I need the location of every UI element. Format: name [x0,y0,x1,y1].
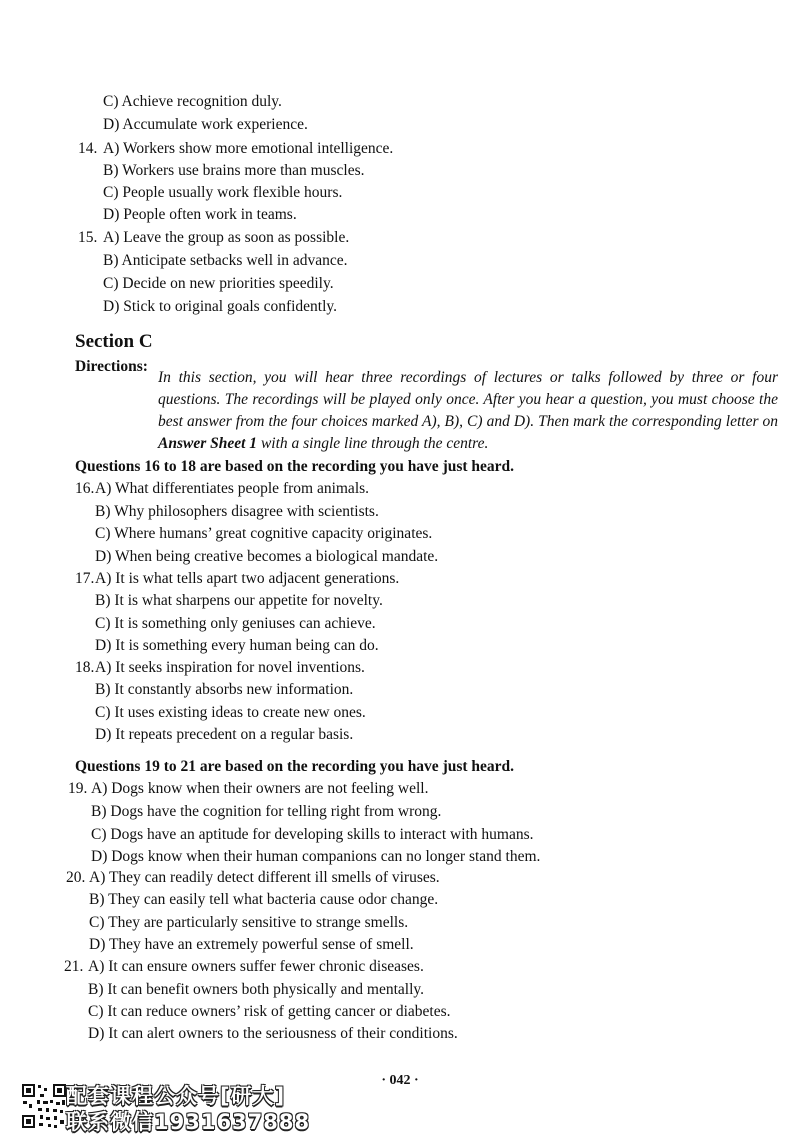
option-line: D) It is something every human being can do. [95,637,379,654]
option-line: C) Achieve recognition duly. [103,93,282,110]
option-line: B) Workers use brains more than muscles. [103,162,365,179]
option-line: C) They are particularly sensitive to strange smells. [89,914,409,931]
watermark-line-2: 联系微信1931637888 [66,1110,311,1134]
option-line: C) It uses existing ideas to create new ones. [95,704,366,721]
page-number: · 042 · [381,1073,419,1088]
directions-label: Directions: [75,358,148,375]
question-group-heading: Questions 19 to 21 are based on the recording you have just heard. [75,758,515,775]
option-line: D) It repeats precedent on a regular basis. [95,726,354,743]
option-line: B) Why philosophers disagree with scientists. [95,503,379,520]
option-line: C) Decide on new priorities speedily. [103,275,334,292]
option-line: D) It can alert owners to the seriousness of their conditions. [88,1025,458,1042]
watermark-line-1: 配套课程公众号[研大] [66,1084,286,1108]
option-line: B) Dogs have the cognition for telling right from wrong. [91,803,442,820]
question-15: 15. A) Leave the group as soon as possible. [78,229,350,246]
question-group-heading: Questions 16 to 18 are based on the recording you have just heard. [75,458,515,475]
option-line: D) Dogs know when their human companions can no longer stand them. [91,848,541,865]
option-line: B) It is what sharpens our appetite for novelty. [95,592,383,609]
answer-sheet-label: Answer Sheet 1 [158,435,258,452]
option-line: B) It can benefit owners both physically and mentally. [88,981,425,998]
option-line: B) Anticipate setbacks well in advance. [103,252,348,269]
option-line: B) It constantly absorbs new information. [95,681,354,698]
qr-code-icon [20,1082,68,1130]
question-18: 18.A) It seeks inspiration for novel inventions. [75,659,365,676]
question-20: 20. A) They can readily detect different ill smells of viruses. [66,869,440,886]
option-line: C) It is something only geniuses can achieve. [95,615,376,632]
option-line: C) Dogs have an aptitude for developing skills to interact with humans. [91,826,534,843]
question-21: 21. A) It can ensure owners suffer fewer chronic diseases. [64,958,424,975]
option-line: C) Where humans’ great cognitive capacity originates. [95,525,433,542]
option-line: C) People usually work flexible hours. [103,184,343,201]
option-line: C) It can reduce owners’ risk of getting cancer or diabetes. [88,1003,451,1020]
option-line: D) They have an extremely powerful sense of smell. [89,936,414,953]
option-line: B) They can easily tell what bacteria cause odor change. [89,891,439,908]
question-14: 14. A) Workers show more emotional intelligence. [78,140,394,157]
question-17: 17.A) It is what tells apart two adjacent generations. [75,570,400,587]
section-title: Section C [75,331,153,352]
directions-text: In this section, you will hear three recordings of lectures or talks followed by three or four questions. The recordings will be played only once. After you hear a question, you must choose the best answer from the four choices marked A), B), C) and D). Then mark the corresponding letter on Answer Sheet 1 with a single line through the centre. [158,369,778,452]
option-line: D) Accumulate work experience. [103,116,308,133]
option-line: D) Stick to original goals confidently. [103,298,338,315]
question-19: 19. A) Dogs know when their owners are not feeling well. [68,780,429,797]
option-line: D) When being creative becomes a biological mandate. [95,548,439,565]
question-16: 16.A) What differentiates people from animals. [75,480,370,497]
option-line: D) People often work in teams. [103,206,297,223]
